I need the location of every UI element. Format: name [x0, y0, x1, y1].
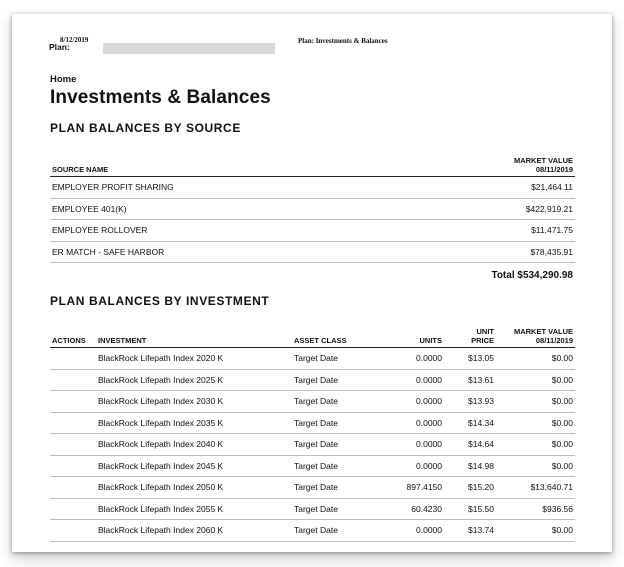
market-value-cell: $0.00 — [496, 412, 575, 434]
table-row — [50, 348, 575, 370]
actions-cell — [50, 412, 96, 434]
col-units: UNITS — [419, 336, 442, 345]
market-value-cell: $11,471.75 — [362, 220, 575, 242]
table-row — [50, 477, 575, 499]
table-row — [50, 520, 575, 542]
col-market-value-line2: 08/11/2019 — [535, 336, 573, 345]
total-row — [50, 263, 575, 288]
market-value-cell: $0.00 — [496, 434, 575, 456]
actions-cell — [50, 477, 96, 499]
units-cell: 0.0000 — [382, 348, 444, 370]
table-row — [50, 455, 575, 477]
col-market-value-line1: MARKET VALUE — [513, 327, 573, 336]
source-name-cell: EMPLOYEE 401(K) — [50, 198, 362, 220]
investment-name-cell[interactable]: BlackRock Lifepath Index 2035 K — [96, 412, 292, 434]
investment-name-cell[interactable]: BlackRock Lifepath Index 2030 K — [96, 391, 292, 413]
unit-price-cell: $14.34 — [444, 412, 496, 434]
asset-class-cell: Target Date — [292, 348, 382, 370]
asset-class-cell: Target Date — [292, 520, 382, 542]
unit-price-cell: $15.50 — [444, 498, 496, 520]
section-title-by-source: PLAN BALANCES BY SOURCE — [50, 121, 241, 135]
market-value-cell: $0.00 — [496, 391, 575, 413]
table-row — [50, 198, 575, 220]
market-value-cell: $936.56 — [496, 498, 575, 520]
col-unit-price-line1: UNIT — [476, 327, 494, 336]
col-source-name: SOURCE NAME — [52, 165, 109, 174]
units-cell: 0.0000 — [382, 369, 444, 391]
asset-class-cell: Target Date — [292, 391, 382, 413]
market-value-cell: $21,464.11 — [362, 177, 575, 199]
unit-price-cell: $13.05 — [444, 348, 496, 370]
market-value-cell: $78,435.91 — [362, 241, 575, 263]
col-unit-price-line2: PRICE — [471, 336, 494, 345]
asset-class-cell: Target Date — [292, 477, 382, 499]
asset-class-cell: Target Date — [292, 369, 382, 391]
unit-price-cell: $13.74 — [444, 520, 496, 542]
investment-name-cell[interactable]: BlackRock Lifepath Index 2025 K — [96, 369, 292, 391]
redacted-plan-name — [103, 43, 275, 54]
source-name-cell: EMPLOYER PROFIT SHARING — [50, 177, 362, 199]
balances-by-investment-table — [50, 319, 575, 542]
units-cell: 0.0000 — [382, 434, 444, 456]
table-header-row — [50, 319, 575, 348]
page-title: Investments & Balances — [50, 87, 271, 108]
col-market-value-line1: MARKET VALUE — [513, 156, 573, 165]
col-market-value-line2: 08/11/2019 — [535, 165, 573, 174]
col-actions: ACTIONS — [52, 336, 86, 345]
investment-name-cell[interactable]: BlackRock Lifepath Index 2050 K — [96, 477, 292, 499]
table-row — [50, 391, 575, 413]
print-date: 8/12/2019 — [60, 36, 89, 44]
market-value-cell: $0.00 — [496, 369, 575, 391]
table-row — [50, 412, 575, 434]
market-value-cell: $0.00 — [496, 520, 575, 542]
investment-name-cell[interactable]: BlackRock Lifepath Index 2040 K — [96, 434, 292, 456]
investment-name-cell[interactable]: BlackRock Lifepath Index 2055 K — [96, 498, 292, 520]
investment-name-cell[interactable]: BlackRock Lifepath Index 2045 K — [96, 455, 292, 477]
print-doc-title: Plan: Investments & Balances — [298, 37, 388, 45]
table-row — [50, 434, 575, 456]
total-spacer — [50, 263, 362, 288]
table-row — [50, 498, 575, 520]
table-row — [50, 177, 575, 199]
actions-cell — [50, 520, 96, 542]
units-cell: 60.4230 — [382, 498, 444, 520]
table-row — [50, 369, 575, 391]
unit-price-cell: $14.64 — [444, 434, 496, 456]
market-value-cell: $0.00 — [496, 455, 575, 477]
table-row — [50, 220, 575, 242]
asset-class-cell: Target Date — [292, 412, 382, 434]
plan-label: Plan: — [49, 42, 70, 52]
units-cell: 897.4150 — [382, 477, 444, 499]
asset-class-cell: Target Date — [292, 434, 382, 456]
investment-name-cell[interactable]: BlackRock Lifepath Index 2060 K — [96, 520, 292, 542]
units-cell: 0.0000 — [382, 520, 444, 542]
balances-by-source-table — [50, 146, 575, 287]
col-investment: INVESTMENT — [98, 336, 147, 345]
col-unit-price — [444, 319, 496, 348]
table-header-row — [50, 146, 575, 177]
market-value-cell: $13,640.71 — [496, 477, 575, 499]
unit-price-cell: $15.20 — [444, 477, 496, 499]
unit-price-cell: $13.61 — [444, 369, 496, 391]
source-name-cell: EMPLOYEE ROLLOVER — [50, 220, 362, 242]
market-value-cell: $0.00 — [496, 348, 575, 370]
unit-price-cell: $13.93 — [444, 391, 496, 413]
total-balance: Total $534,290.98 — [491, 269, 573, 281]
table-row — [50, 241, 575, 263]
actions-cell — [50, 391, 96, 413]
asset-class-cell: Target Date — [292, 498, 382, 520]
actions-cell — [50, 455, 96, 477]
actions-cell — [50, 498, 96, 520]
col-market-value — [362, 146, 575, 177]
units-cell: 0.0000 — [382, 455, 444, 477]
col-market-value — [496, 319, 575, 348]
source-name-cell: ER MATCH - SAFE HARBOR — [50, 241, 362, 263]
market-value-cell: $422,919.21 — [362, 198, 575, 220]
unit-price-cell: $14.98 — [444, 455, 496, 477]
actions-cell — [50, 434, 96, 456]
actions-cell — [50, 348, 96, 370]
col-asset-class: ASSET CLASS — [294, 336, 347, 345]
breadcrumb-home[interactable]: Home — [50, 74, 77, 85]
investment-name-cell[interactable]: BlackRock Lifepath Index 2020 K — [96, 348, 292, 370]
units-cell: 0.0000 — [382, 412, 444, 434]
units-cell: 0.0000 — [382, 391, 444, 413]
section-title-by-investment: PLAN BALANCES BY INVESTMENT — [50, 294, 270, 308]
asset-class-cell: Target Date — [292, 455, 382, 477]
printed-page — [12, 14, 612, 552]
actions-cell — [50, 369, 96, 391]
